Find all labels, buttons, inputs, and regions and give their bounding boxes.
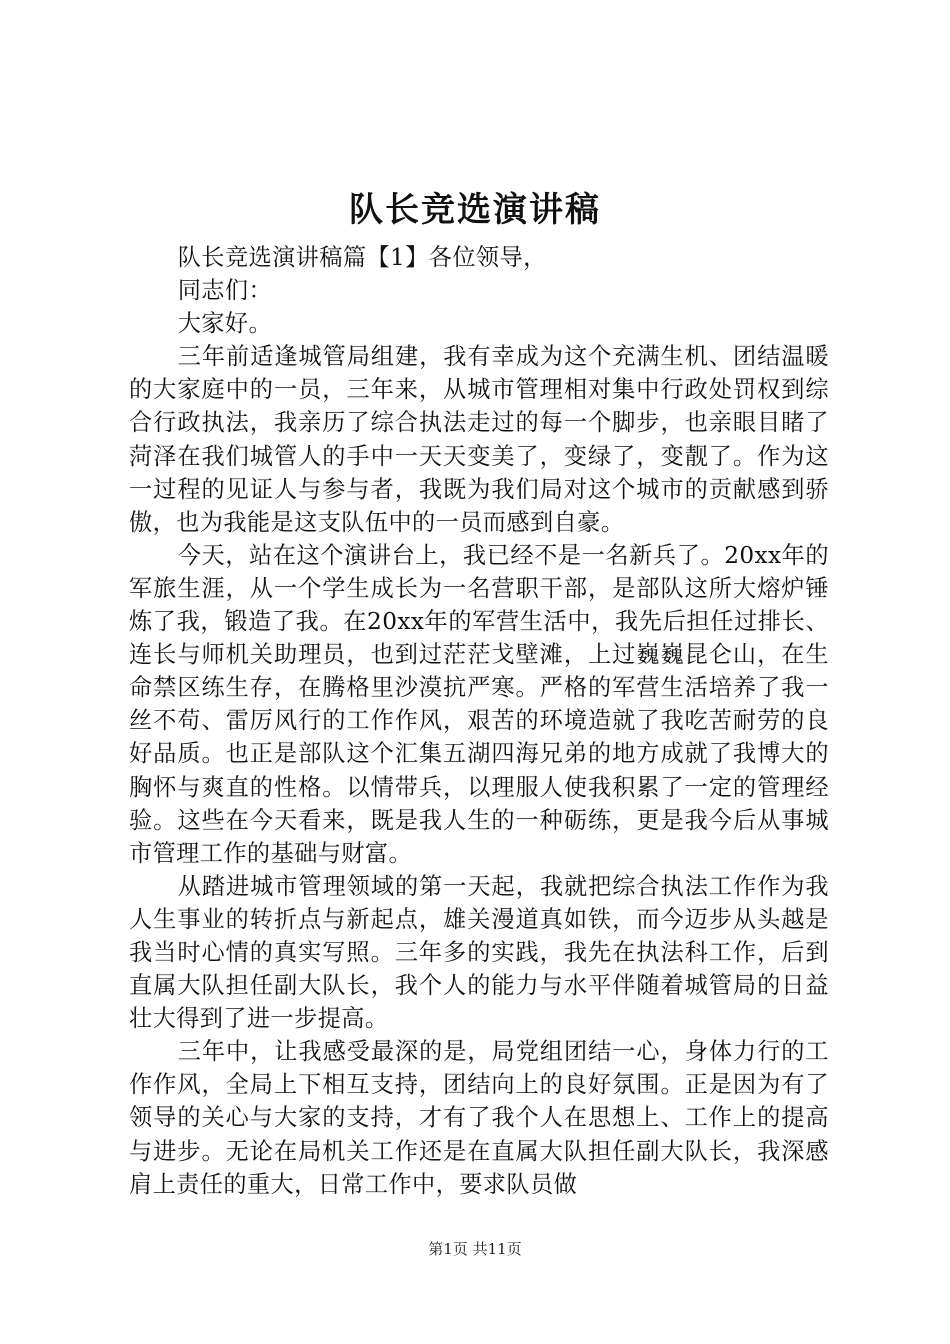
paragraph-military: 今天，站在这个演讲台上，我已经不是一名新兵了。20xx年的军旅生涯，从一个学生成长为一名营职干部，是部队这所大熔炉锤炼了我，锻造了我。在20xx年的军营生活中，我先后担任过排长、连长与师机关助理员，也到过茫茫戈壁滩，上过巍巍昆仑山，在生命禁区练生存，在腾格里沙漠抗严寒。严格的军营生活培养了我一丝不苟、雷厉风行的工作作风，艰苦的环境造就了我吃苦耐劳的良好品质。也正是部队这个汇集五湖四海兄弟的地方成就了我博大的胸怀与爽直的性格。以情带兵，以理服人使我积累了一定的管理经验。这些在今天看来，既是我人生的一种砺练，更是我今后从事城市管理工作的基础与财富。 (129, 541, 829, 867)
document-title: 队长竞选演讲稿 (349, 190, 601, 230)
document-body (129, 241, 829, 1201)
paragraph-city-management: 从踏进城市管理领域的第一天起，我就把综合执法工作作为我人生事业的转折点与新起点，雄关漫道真如铁，而今迈步从头越是我当时心情的真实写照。三年多的实践，我先在执法科工作，后到直属大队担任副大队长，我个人的能力与水平伴随着城管局的日益壮大得到了进一步提高。 (129, 872, 829, 1033)
paragraph-intro: 三年前适逢城管局组建，我有幸成为这个充满生机、团结温暖的大家庭中的一员，三年来，从城市管理相对集中行政处罚权到综合行政执法，我亲历了综合执法走过的每一个脚步，也亲眼目睹了菏泽在我们城管人的手中一天天变美了，变绿了，变靓了。作为这一过程的见证人与参与者，我既为我们局对这个城市的贡献感到骄傲，也为我能是这支队伍中的一员而感到自豪。 (129, 343, 829, 536)
paragraph-greeting: 队长竞选演讲稿篇【1】各位领导， (177, 244, 547, 271)
paragraph-hello: 大家好。 (177, 310, 273, 338)
paragraph-three-years: 三年中，让我感受最深的是，局党组团结一心，身体力行的工作作风，全局上下相互支持，团结向上的良好氛围。正是因为有了领导的关心与大家的支持，才有了我个人在思想上、工作上的提高与进步。无论在局机关工作还是在直属大队担任副大队长，我深感肩上责任的重大，日常工作中，要求队员做 (129, 1038, 829, 1198)
paragraph-salutation: 同志们： (177, 277, 273, 305)
page-number-footer: 第1页 共11页 (428, 1240, 522, 1258)
